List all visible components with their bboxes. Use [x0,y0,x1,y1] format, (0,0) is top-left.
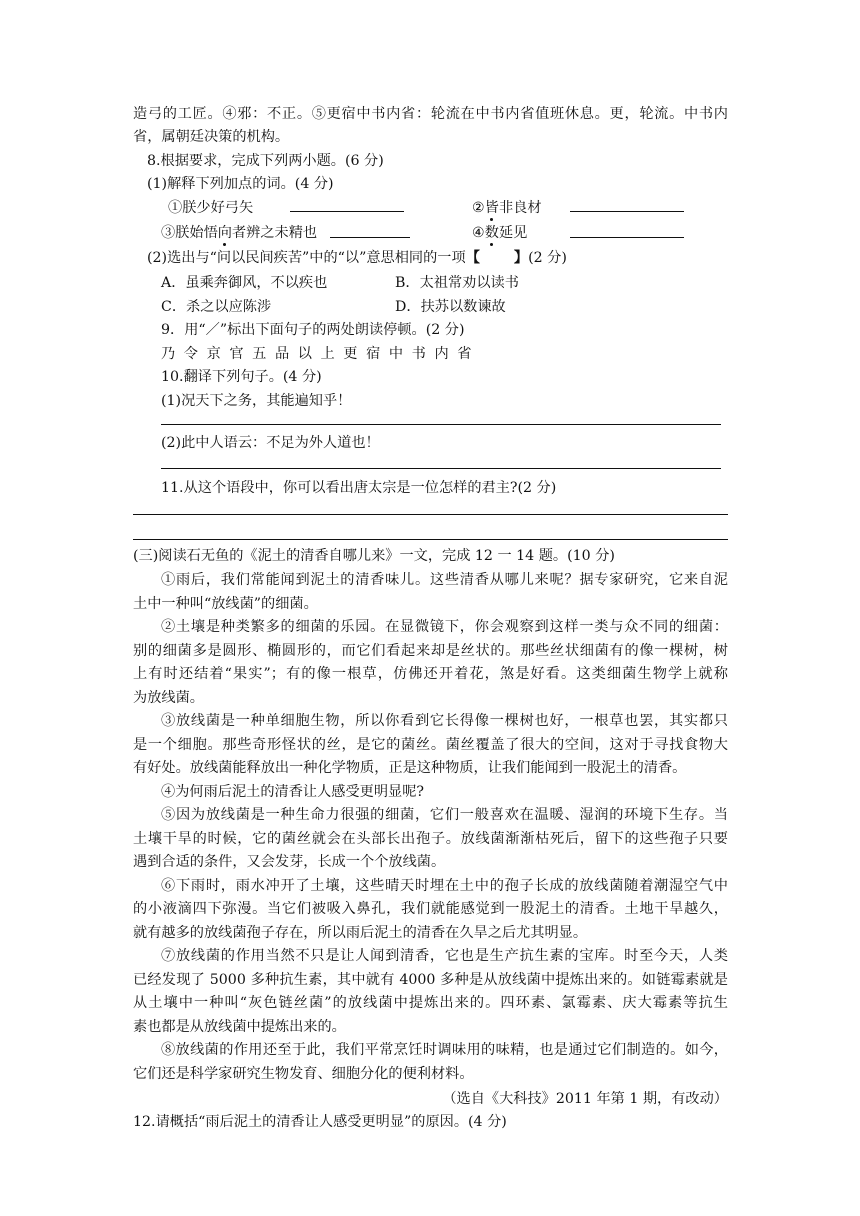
question-9-sentence: 乃令京官五品以上更宿中书内省 [161,346,481,362]
question-10-sentence-1: (1)况天下之务，其能遍知乎！ [161,393,352,409]
passage-line: ⑦放线菌的作用当然不只是让人闻到清香，它也是生产抗生素的宝库。时至今天，人类 [161,948,728,964]
passage-line: 土壤干旱的时候，它的菌丝就会在头部长出孢子。放线菌渐渐枯死后，留下的这些孢子只要 [133,831,728,847]
section-3-intro: (三)阅读石无鱼的《泥土的清香自哪儿来》一文，完成 12 一 14 题。(10 分) [133,548,615,564]
question-11-title: 11.从这个语段中，你可以看出唐太宗是一位怎样的君主?(2 分) [161,480,557,496]
passage-line: 已经发现了 5000 多种抗生素，其中就有 4000 多种是从放线菌中提炼出来的。如链霉素就是 [133,972,728,988]
answer-bracket-open: 【 [465,250,480,266]
question-8-title: 8.根据要求，完成下列两小题。(6 分) [147,153,384,169]
question-12-title: 12.请概括“雨后泥土的清香让人感受更明显”的原因。(4 分) [133,1114,507,1130]
answer-bracket-close: 】 [513,250,529,266]
answer-line[interactable] [161,468,721,469]
word-text: ①朕少好弓矢 [168,200,254,216]
word-item-3 [161,223,317,243]
passage-source: （选自《大科技》2011 年第 1 期，有改动） [442,1091,728,1107]
passage-line: ⑤因为放线菌是一种生命力很强的细菌，它们一般喜欢在温暖、湿润的环境下生存。当 [161,807,728,823]
passage-line: ③放线菌是一种单细胞生物，所以你看到它长得像一棵树也好，一根草也罢，其实都只 [161,713,728,729]
option-d: D．扶苏以数谏故 [395,299,506,315]
word-text: 非良材 [498,200,542,216]
question-10-title: 10.翻译下列句子。(4 分) [161,369,322,385]
passage-line: ①雨后，我们常能闻到泥土的清香味儿。这些清香从哪儿来呢？据专家研究，它来自泥 [161,572,728,588]
question-9-title: 9．用“／”标出下面句子的两处朗读停顿。(2 分) [161,322,465,338]
dotted-word: 向 [217,225,232,241]
dotted-word: 数 [484,225,499,241]
answer-blank[interactable] [290,211,404,212]
passage-line: 是一个细胞。那些奇形怪状的丝，是它的菌丝。菌丝覆盖了很大的空间，这对于寻找食物大 [133,737,728,753]
word-text: ③朕始悟 [161,225,218,241]
passage-line: 有好处。放线菌能释放出一种化学物质，正是这种物质，让我们能闻到一股泥土的清香。 [133,760,687,776]
question-8-part2-title [147,248,567,268]
note-line: 造弓的工匠。④邪：不正。⑤更宿中书内省：轮流在中书内省值班休息。更，轮流。中书内 [133,106,728,122]
word-text: ④ [472,225,485,241]
passage-line: ⑧放线菌的作用还至于此，我们平常烹饪时调味用的味精，也是通过它们制造的。如今， [161,1042,728,1058]
answer-blank[interactable] [570,237,684,238]
answer-line[interactable] [133,514,728,515]
passage-line: 土中一种叫“放线菌”的细菌。 [133,596,318,612]
passage-line: 就有越多的放线菌孢子存在，所以雨后泥土的清香在久旱之后尤其明显。 [133,925,588,941]
note-line: 省，属朝廷决策的机构。 [133,129,290,145]
answer-line[interactable] [161,424,721,425]
passage-line: ②土壤是种类繁多的细菌的乐园。在显微镜下，你会观察到这样一类与众不同的细菌： [161,619,728,635]
word-item-4 [472,223,527,243]
question-10-sentence-2: (2)此中人语云：不足为外人道也！ [161,435,380,451]
passage-line: 素也都是从放线菌中提炼出来的。 [133,1019,346,1035]
passage-line: 从土壤中一种叫“灰色链丝菌”的放线菌中提炼出来的。四环素、氯霉素、庆大霉素等抗生 [133,995,728,1011]
passage-line: 为放线菌。 [133,690,204,706]
dotted-word: 皆 [484,200,499,216]
answer-blank[interactable] [570,211,684,212]
answer-blank[interactable] [330,237,410,238]
part2-text: (2)选出与“问以民间疾苦”中的“以”意思相同的一项 [147,250,466,266]
passage-line: 的小液滴四下弥漫。当它们被吸入鼻孔，我们就能感觉到一股泥土的清香。土地干旱越久， [133,901,728,917]
answer-line[interactable] [133,539,728,540]
word-text: ② [472,200,485,216]
passage-line: 上有时还结着“果实”；有的像一根草，仿佛还开着花，煞是好看。这类细菌生物学上就称 [133,666,728,682]
option-a: A．虽乘奔御风，不以疾也 [161,275,328,291]
word-text: 延见 [498,225,528,241]
passage-line: ④为何雨后泥土的清香让人感受更明显呢? [161,784,424,800]
passage-line: 它们还是科学家研究生物发育、细胞分化的便利材料。 [133,1066,474,1082]
option-b: B．太祖常劝以读书 [395,275,519,291]
option-c: C．杀之以应陈涉 [161,299,272,315]
question-8-part1-title: (1)解释下列加点的词。(4 分) [147,176,334,192]
word-item-2 [472,198,542,218]
part2-score: (2 分) [528,250,567,266]
passage-line: 遇到合适的条件，又会发芽，长成一个个放线菌。 [133,854,446,870]
word-item-1 [168,198,253,218]
passage-line: 别的细菌多是圆形、椭圆形的，而它们看起来却是丝状的。那些丝状细菌有的像一棵树，树 [133,643,728,659]
passage-line: ⑥下雨时，雨水冲开了土壤，这些晴天时埋在土中的孢子长成的放线菌随着潮湿空气中 [161,878,728,894]
word-text: 者辨之未精也 [231,225,318,241]
